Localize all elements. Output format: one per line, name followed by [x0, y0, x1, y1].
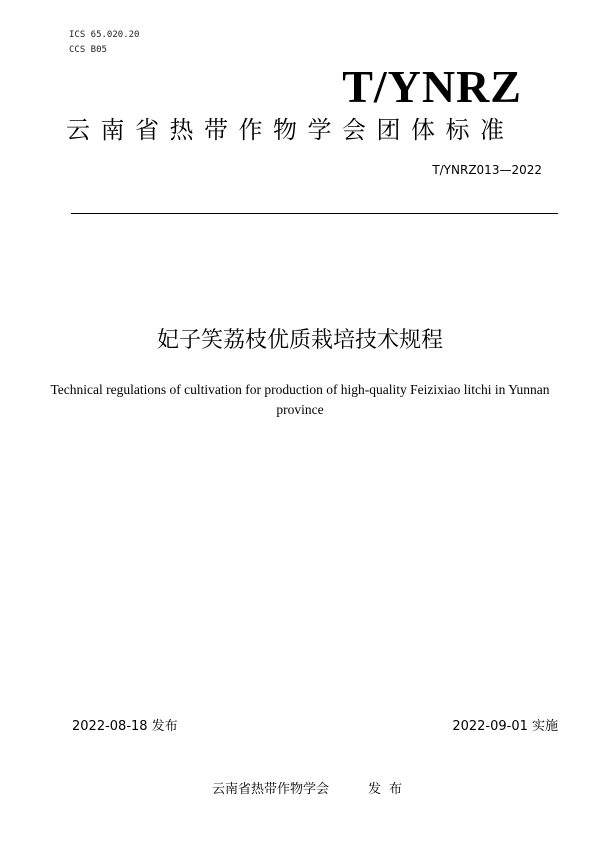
- ics-code: ICS 65.020.20: [69, 30, 140, 40]
- standard-logo: T/YNRZ: [342, 61, 522, 112]
- org-standard-title: 云南省热带作物学会团体标准: [66, 116, 515, 144]
- ccs-code: CCS B05: [69, 45, 107, 55]
- publish-date: 2022-08-18 发布: [72, 719, 178, 734]
- implementation-date: 2022-09-01 实施: [452, 719, 558, 734]
- publish-label: 发布: [368, 782, 411, 797]
- document-title-en: Technical regulations of cultivation for production of high-quality Feizixiao litchi in Yunnan province: [50, 382, 550, 417]
- header-divider: [71, 213, 558, 214]
- standard-number: T/YNRZ013—2022: [432, 163, 542, 177]
- document-title-cn: 妃子笑荔枝优质栽培技术规程: [156, 328, 443, 353]
- publisher-name: 云南省热带作物学会: [212, 782, 330, 797]
